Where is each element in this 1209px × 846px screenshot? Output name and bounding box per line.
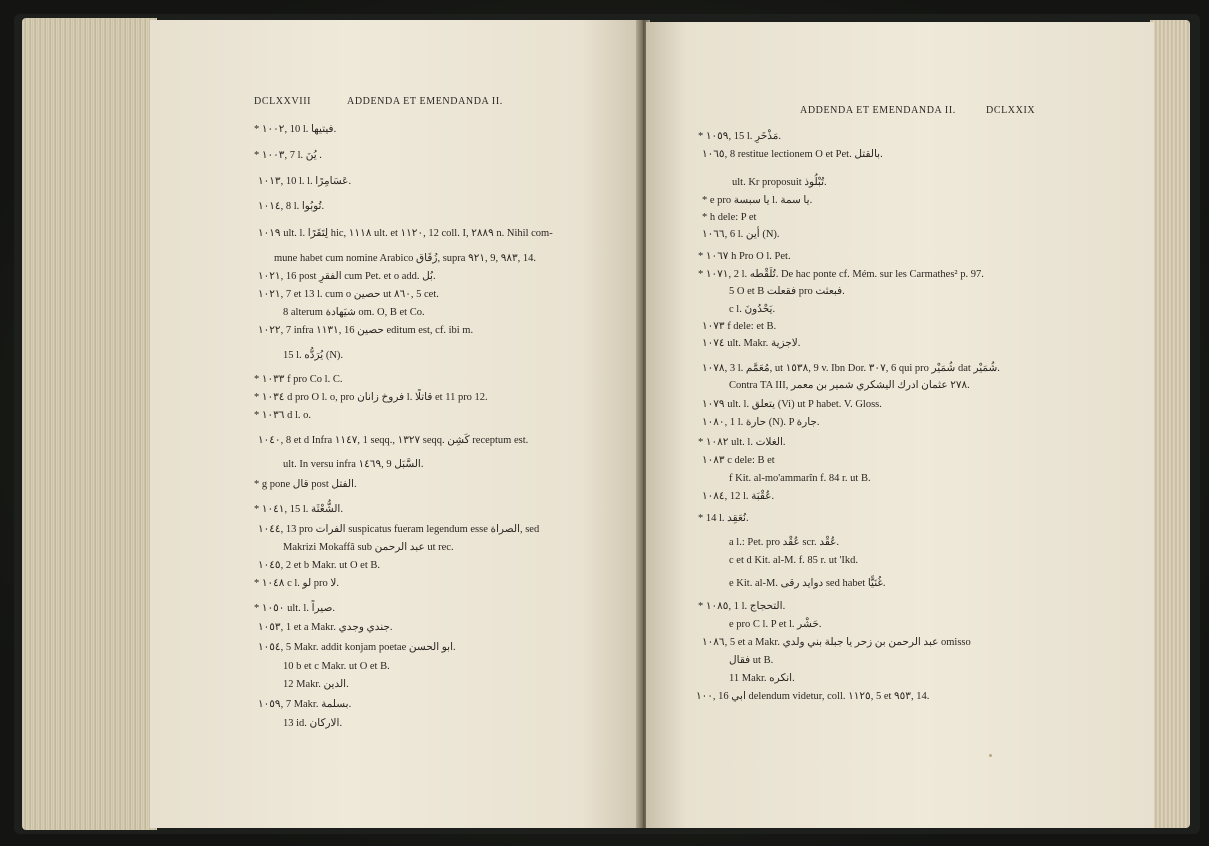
text-line: ١٠٨٠, 1 l. حارة (N). P جارة. <box>702 417 820 428</box>
paper-speck <box>989 754 992 757</box>
text-line: * ١٠٦٧ h Pro O l. Pet. <box>698 251 791 262</box>
text-line: ١٠٨٤, 12 l. عُقْبَة. <box>702 491 775 502</box>
text-line: ١٠٤٤, 13 pro الفرات suspicatus fueram legendum esse الصراة, sed <box>258 524 540 535</box>
text-line: ١٠٥٩, 7 Makr. بسلمة. <box>258 699 352 710</box>
text-line: ١٠٠, 16 ابي delendum videtur, coll. ١١٢٥, 5 et ٩٥٣, 14. <box>696 691 930 702</box>
text-line: * ١٠٣٤ d pro O l. o, pro فروخ زانان l. قاتلًا et 11 pro 12. <box>254 392 488 403</box>
text-line: a l.: Pet. pro عُقْد scr. عُقْد. <box>729 537 840 548</box>
text-line: e pro C l. P et l. حَشْر. <box>729 619 822 630</box>
text-line: ١٠٦٥, 8 restitue lectionem O et Pet. بالقتل. <box>702 149 883 160</box>
text-line: ١٠١٩ ult. l. لِتَقَرًا hic, ١١١٨ ult. et ١١٢٠, 12 coll. I, ٢٨٨٩ n. Nihil com- <box>258 228 553 239</box>
text-line: 5 O et B فقعلت pro فبعثت. <box>729 286 845 297</box>
page-number-left: DCLXXVIII <box>254 96 312 107</box>
text-line: ١٠٨٦, 5 et a Makr. عبد الرحمن بن زحر يا جبلة بني ولدي omisso <box>702 637 971 648</box>
text-line: ١٠٧٩ ult. l. يتعلق (Vi) ut P habet. V. Gloss. <box>702 399 882 410</box>
text-line: 13 id. الاركان. <box>283 718 343 729</box>
text-line: 11 Makr. انكره. <box>729 673 795 684</box>
text-line: * e pro يا سبسة l. يا سمة. <box>702 195 813 206</box>
text-line: * g pone قال post الفتل. <box>254 479 357 490</box>
text-line: ١٠٢١, 7 et 13 l. cum o حصين ut ٨٦٠, 5 cet. <box>258 289 439 300</box>
text-line: ١٠٧٨, 3 l. مُعَمَّم, ut ١٥٣٨, 9 v. Ibn Dor. ٣٠٧, 6 qui pro شُمَيْر dat شُمَيْر. <box>702 363 1000 374</box>
text-line: * ١٠٤١, 15 l. الشُّعْثَة. <box>254 504 343 515</box>
text-line: c l. يَحْدُونَ. <box>729 304 776 315</box>
text-line: * ١٠٥٩, 15 l. مَذْخَرِ. <box>698 131 782 142</box>
text-line: 12 Makr. الدين. <box>283 679 349 690</box>
text-line: ١٠٥٤, 5 Makr. addit konjam poetae ابو الحسن. <box>258 642 456 653</box>
text-line: * ١٠٧١, 2 l. تُلَقْطه. De hac ponte cf. Mém. sur les Carmathes² p. 97. <box>698 269 984 280</box>
text-line: ١٠٦٦, 6 l. أين (N). <box>702 229 780 240</box>
page-edges-left <box>22 18 157 830</box>
text-line: * ١٠٣٣ f pro Co l. C. <box>254 374 343 385</box>
text-line: ١٠١٤, 8 l. تُوبُوا. <box>258 201 325 212</box>
text-line: فقال ut B. <box>729 655 774 666</box>
text-line: * ١٠٠٢, 10 l. فيتيها. <box>254 124 337 135</box>
text-line: ١٠٨٣ c dele: B et <box>702 455 775 466</box>
text-line: c et d Kit. al-M. f. 85 r. ut 'Ikd. <box>729 555 859 566</box>
text-line: * 14 l. نُعَقِد. <box>698 513 749 524</box>
text-line: ult. In versu infra ١٤٦٩, 9 السَّبَل. <box>283 459 424 470</box>
text-line: ١٠٥٣, 1 et a Makr. جندي وجدي. <box>258 622 393 633</box>
text-line: ١٠٤٠, 8 et d Infra ١١٤٧, 1 seqq., ١٣٢٧ seqq. كَشِن receptum est. <box>258 435 529 446</box>
text-line: Makrizi Mokaffâ sub عبد الرحمن ut rec. <box>283 542 454 553</box>
text-line: ١٠٢٢, 7 infra ١١٣١, 16 حصين editum est, cf. ibi m. <box>258 325 474 336</box>
text-line: ult. Kr proposuit تُبْلُوذ. <box>732 177 827 188</box>
text-line: * ١٠٨٢ ult. l. الغلات. <box>698 437 786 448</box>
text-line: 10 b et c Makr. ut O et B. <box>283 661 390 672</box>
running-head-left: ADDENDA ET EMENDANDA II. <box>347 96 503 107</box>
text-line: * ١٠٤٨ c l. لو pro لا. <box>254 578 340 589</box>
text-line: ١٠٧٣ f dele: et B. <box>702 321 777 332</box>
text-line: * h dele: P et <box>702 212 757 223</box>
text-line: * ١٠٨٥, 1 l. التحجاج. <box>698 601 786 612</box>
text-line: ١٠٧٤ ult. Makr. لاجزية. <box>702 338 801 349</box>
text-line: e Kit. al-M. دوايد رقى sed habet غُنَيًّا. <box>729 578 886 589</box>
left-page <box>150 20 640 828</box>
text-line: * ١٠٠٣, 7 l. يُنَ . <box>254 150 322 161</box>
running-head-right: ADDENDA ET EMENDANDA II. <box>800 105 956 116</box>
text-line: 8 alterum شيَهادة om. O, B et Co. <box>283 307 425 318</box>
right-page <box>646 22 1154 828</box>
text-line: * ١٠٥٠ ult. l. صيراً. <box>254 603 335 614</box>
text-line: ١٠٢١, 16 post الفقرِ cum Pet. et o add. بُل. <box>258 271 436 282</box>
text-line: 15 l. يُرَدُّه (N). <box>283 350 344 361</box>
text-line: mune habet cum nomine Arabico زُقَاق, supra ٩٢١, 9, ٩٨٣, 14. <box>274 253 537 264</box>
text-line: Contra TA III, ٢٧٨ عثمان ادرك اليشكري شمير بن معمر. <box>729 380 970 391</box>
text-line: ١٠٤٥, 2 et b Makr. ut O et B. <box>258 560 381 571</box>
page-edges-right <box>1150 20 1190 828</box>
text-line: * ١٠٣٦ d l. o. <box>254 410 311 421</box>
text-line: ١٠١٣, 10 l. l. عَسَامِرًا. <box>258 176 352 187</box>
text-line: f Kit. al-mo'ammarîn f. 84 r. ut B. <box>729 473 871 484</box>
page-number-right: DCLXXIX <box>986 105 1036 116</box>
